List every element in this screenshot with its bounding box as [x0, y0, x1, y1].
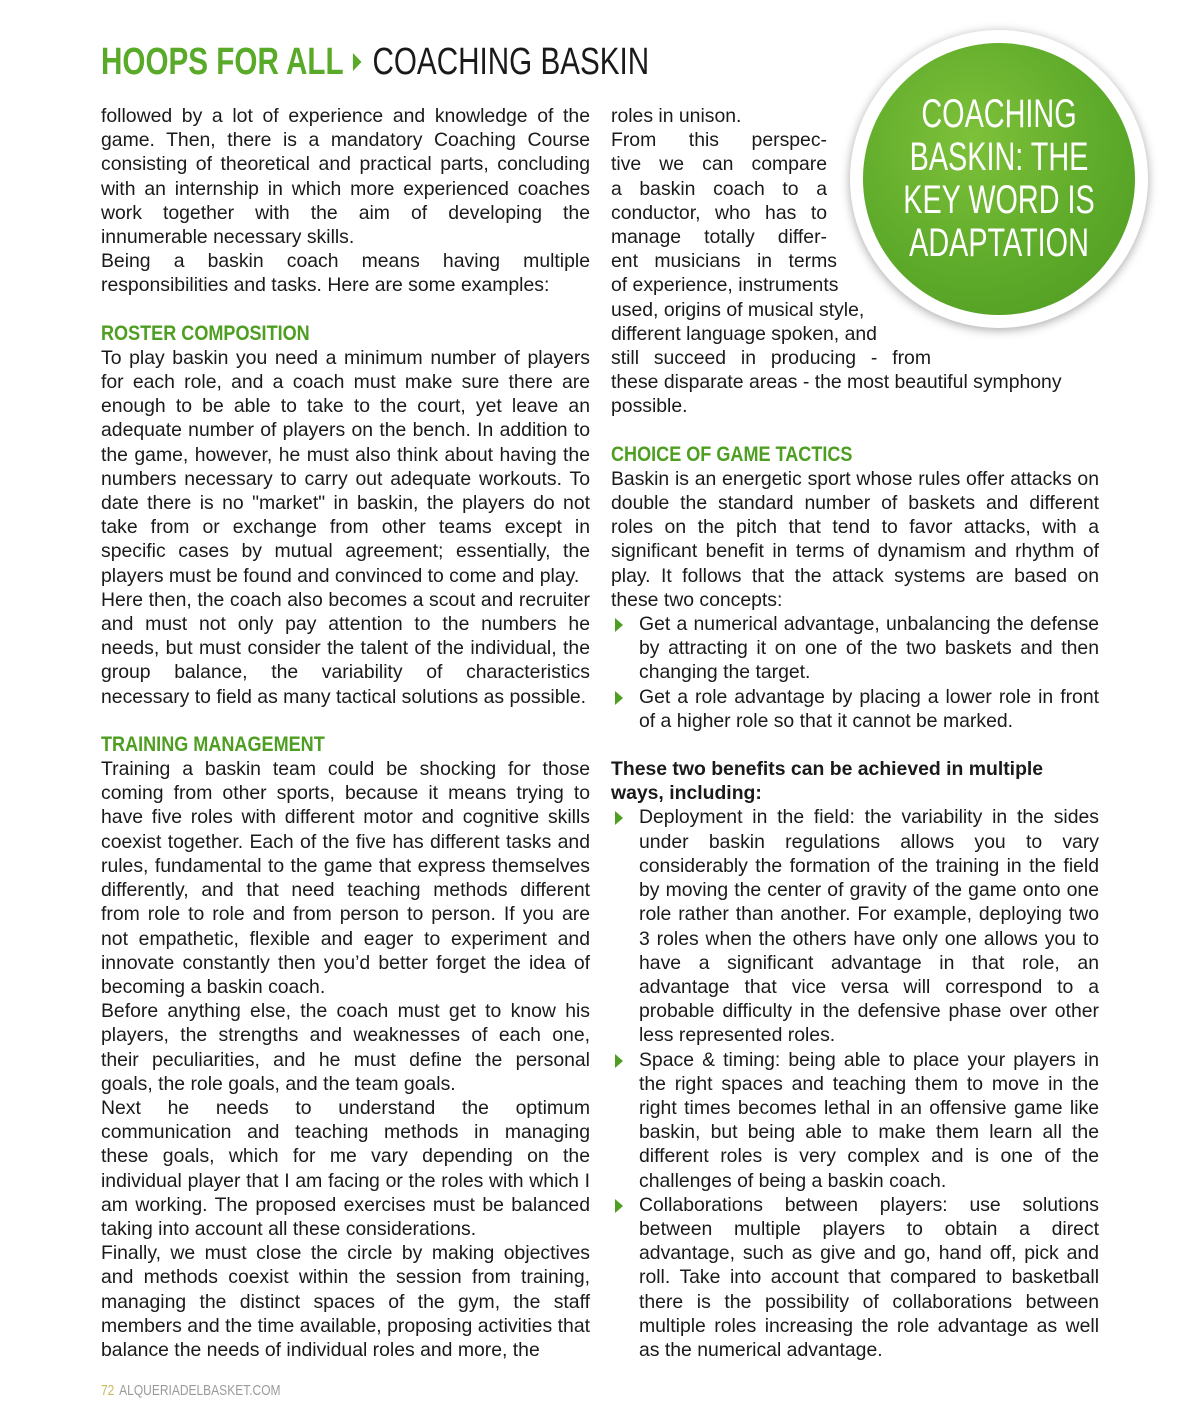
- list-item: Get a role advantage by placing a lower role in front of a higher role so that it cannot be marked.: [611, 685, 1099, 733]
- right-column: [611, 104, 1099, 1362]
- site-url: ALQUERIADELBASKET.COM: [119, 1382, 281, 1399]
- list-item: Collaborations between players: use solutions between multiple players to obtain a direct advantage, such as give and go, hand off, pick and roll. Take into account that compared to basketball there is the possibility of collaborations between multiple roles increasing the role advantage as well as the numerical advantage.: [611, 1193, 1099, 1362]
- text-line: these disparate areas - the most beautiful symphony possible.: [611, 371, 1062, 418]
- list-item: Deployment in the field: the variability in the sides under baskin regulations allows you to vary considerably the formation of the training in the field by moving the center of gravity of the game onto one role rather than another. For example, deploying two 3 roles when the others have only one allows you to have a significant advantage in that role, an advantage that vice versa will correspond to a probable difficulty in the defensive phase over other less represented roles.: [611, 805, 1099, 1047]
- text-line: roles in unison.: [611, 105, 742, 127]
- page-header: [101, 40, 649, 84]
- text-line: ent musicians in terms: [611, 250, 837, 273]
- benefits-intro: These two benefits can be achieved in multiple ways, including:: [611, 758, 1044, 805]
- left-column: [101, 104, 590, 1362]
- paragraph: Finally, we must close the circle by making objectives and methods coexist within the session from training, managing the distinct spaces of the gym, the staff members and the time available, proposing activities that balance the needs of individual roles and more, the: [101, 1242, 590, 1361]
- text-line: different language spoken, and: [611, 322, 877, 345]
- ways-list: [611, 805, 1099, 1362]
- text-line: of experience, instruments: [611, 274, 839, 297]
- concepts-list: [611, 612, 1099, 733]
- paragraph: To play baskin you need a minimum number of players for each role, and a coach must make sure there are enough to be able to take to the court, yet leave an adequate number of players on the bench. In addition to the game, however, he must also think about having the numbers necessary to carry out adequate workouts. To date there is no "market" in baskin, the players do not take from or exchange from other teams except in specific cases by mutual agreement; essentially, the players must be found and convinced to come and play.: [101, 346, 590, 587]
- paragraph: Here then, the coach also becomes a scout and recruiter and must not only pay attention to the numbers he needs, but must consider the talent of the individual, the group balance, the variability of characteristics necessary to field as many tactical solutions as possible.: [101, 588, 590, 708]
- text-line: a baskin coach to a: [611, 177, 827, 200]
- text-line: still succeed in producing - from: [611, 347, 931, 370]
- list-item: Space & timing: being able to place your players in the right spaces and teaching them to move in the right times becomes lethal in an offensive game like baskin, but being able to make them learn all the different roles is very complex and is one of the challenges of being a baskin coach.: [611, 1048, 1099, 1193]
- conductor-paragraph: [611, 104, 1099, 419]
- paragraph: Being a baskin coach means having multiple responsibilities and tasks. Here are some examples:: [101, 250, 590, 297]
- text-line: tive we can compare: [611, 153, 827, 176]
- callout-text: COACHING BASKIN: THE KEY WORD IS ADAPTATION: [903, 92, 1095, 265]
- page-number: 72: [101, 1382, 115, 1399]
- paragraph: followed by a lot of experience and knowledge of the game. Then, there is a mandatory Coaching Course consisting of theoretical and practical parts, concluding with an internship in which more experienced coaches work together with the aim of developing the innumerable necessary skills.: [101, 105, 590, 249]
- paragraph: Training a baskin team could be shocking for those coming from other sports, because it means trying to have five roles with different motor and cognitive skills coexist together. Each of the five has different tasks and rules, fundamental to the game that express themselves differently, and that need teaching methods different from role to role and from person to person. If you are not empathetic, flexible and eager to experiment and innovate constantly then you’d better forget the idea of becoming a baskin coach.: [101, 758, 590, 998]
- arrow-right-icon: [353, 53, 362, 71]
- text-line: From this perspec-: [611, 129, 827, 152]
- text-line: conductor, who has to: [611, 201, 827, 224]
- page-footer: [101, 1382, 281, 1399]
- list-item: Get a numerical advantage, unbalancing the defense by attracting it on one of the two baskets and then changing the target.: [611, 612, 1099, 685]
- paragraph: Baskin is an energetic sport whose rules offer attacks on double the standard number of baskets and different roles on the pitch that tend to favor attacks, with a significant benefit in terms of dynamism and rhythm of play. It follows that the attack systems are based on these two concepts:: [611, 467, 1099, 611]
- text-line: used, origins of musical style,: [611, 298, 865, 321]
- article-title: COACHING BASKIN: [372, 40, 650, 83]
- paragraph: Before anything else, the coach must get to know his players, the strengths and weaknesses of each one, their peculiarities, and he must define the personal goals, the role goals, and the team goals.: [101, 1000, 590, 1095]
- section-name: HOOPS FOR ALL: [101, 40, 344, 83]
- section-heading-tactics: CHOICE OF GAME TACTICS: [611, 442, 853, 466]
- text-line: manage totally differ-: [611, 226, 827, 249]
- paragraph: Next he needs to understand the optimum communication and teaching methods in managing these goals, which for me vary depending on the individual player that I am facing or the roles with which I am working. The proposed exercises must be balanced taking into account all these considerations.: [101, 1096, 590, 1240]
- section-heading-training: TRAINING MANAGEMENT: [101, 732, 325, 756]
- section-heading-roster: ROSTER COMPOSITION: [101, 321, 310, 345]
